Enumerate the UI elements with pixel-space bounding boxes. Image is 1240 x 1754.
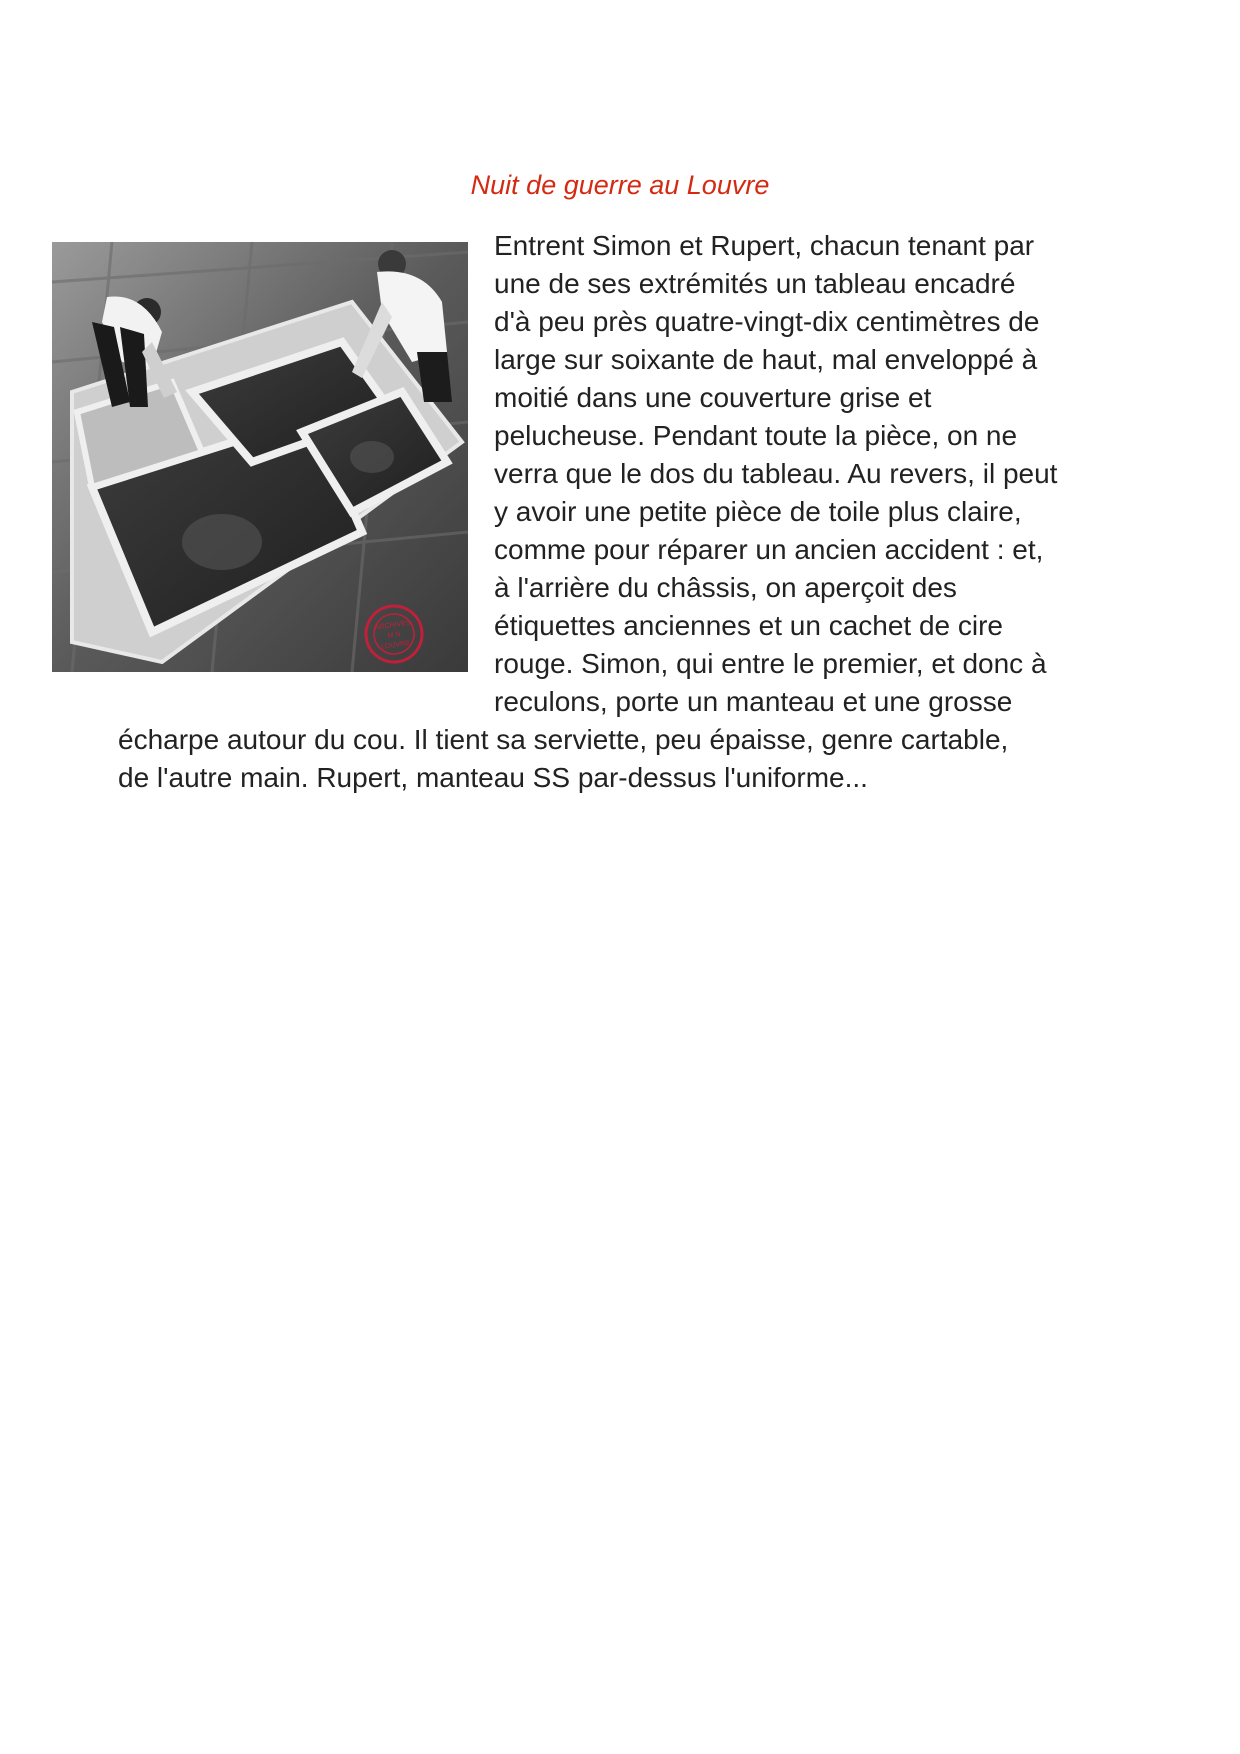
body-line: verra que le dos du tableau. Au revers, il peut	[494, 458, 1058, 489]
body-line: étiquettes anciennes et un cachet de cire	[494, 610, 1004, 641]
body-line: une de ses extrémités un tableau encadré	[494, 268, 1016, 299]
body-line: à l'arrière du châssis, on aperçoit des	[494, 572, 957, 603]
body-line: de l'autre main. Rupert, manteau SS par-dessus l'uniforme...	[118, 762, 868, 793]
stamp-line-1: ARCHIVES	[374, 619, 412, 632]
stamp-line-3: LOUVRE	[380, 639, 411, 651]
body-line: d'à peu près quatre-vingt-dix centimètres de	[494, 306, 1040, 337]
stamp-line-2: M N	[387, 631, 402, 640]
body-line: reculons, porte un manteau et une grosse	[494, 686, 1013, 717]
body-line: moitié dans une couverture grise et	[494, 382, 932, 413]
body-line: large sur soixante de haut, mal enveloppé à	[494, 344, 1038, 375]
body-line: rouge. Simon, qui entre le premier, et donc à	[494, 648, 1047, 679]
body-line: écharpe autour du cou. Il tient sa serviette, peu épaisse, genre cartable,	[118, 724, 1009, 755]
body-line: Entrent Simon et Rupert, chacun tenant par	[494, 230, 1035, 261]
body-line: y avoir une petite pièce de toile plus claire,	[494, 496, 1022, 527]
body-line: pelucheuse. Pendant toute la pièce, on ne	[494, 420, 1018, 451]
body-text	[118, 227, 1138, 797]
body-line: comme pour réparer un ancien accident : et,	[494, 534, 1044, 565]
page-title: Nuit de guerre au Louvre	[470, 170, 770, 200]
